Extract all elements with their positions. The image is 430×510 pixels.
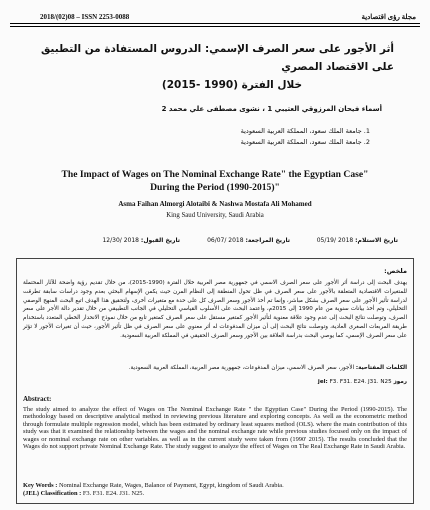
revised-label: تاريخ المراجعة:: [245, 237, 290, 244]
english-jel-value: F3. F31. E24. J31. N25.: [82, 490, 145, 497]
english-title: [10, 168, 420, 194]
journal-name: مجلة رؤى اقتصادية: [361, 13, 416, 21]
header-rule: [10, 23, 420, 24]
english-keywords-value: Nominal Exchange Rate, Wages, Balance of Payment, Egypt, kingdom of Saudi Arabia.: [58, 482, 284, 489]
english-authors: Asma Faihan Almorgi Alotaibi & Nashwa Mostafa Ali Mohamed: [118, 200, 312, 208]
arabic-abstract-text: يهدف البحث إلى دراسة أثر الأجور على سعر الصرف الاسمي في جمهورية مصر العربية خلال الفترة (1990-2015)، من خلال تقديم رؤية واضحة للآثار المحتملة للمتغيرات الاقتصادية المتعلقة بالأجور على سعر الصرف في ظل تحول المنطقة إلى النظام المرن حيث يكمن الإسهام البحثي بعدم وجود دراسات سابقة تطرقت لدراسة تأثير الأجور على سعر الصرف بشكل مباشر، وإنما تم أخذ الأجور وسعر الصرف كل على حدة مع متغيرات أخرى، ولتحقيق هذا الهدف اتبع البحث المنهج الوصفي التحليلي، وتم أخذ بيانات سنوية من عام 1990 إلى 2015م، واعتمد البحث على الأسلوب القياسي التحليلي في الجانب التطبيقي من خلال تقدير دالة الأجر على سعر الصرف، وتوصلت نتائج البحث إلى عدم وجود علاقة معنوية لتأثير الأجور كمتغير مستقل على سعر الصرف كمتغير تابع من خلال نموذج الانحدار الخطي المتعدد باستخدام طريقة المربعات الصغرى العادية، وتوصلت نتائج البحث إلى أن ميزان المدفوعات له أثر معنوي على سعر الصرف في ظل تأثير الأجور، حيث أن تغيرات الأجور لا تؤثر على سعر الصرف الإسمي، كما يوصي البحث بدراسة العلاقة بين الأجور وسعر الصرف الحقيقي في المملكة العربية السعودية.: [23, 280, 408, 339]
running-header: [10, 11, 418, 23]
arabic-keywords: [23, 364, 407, 373]
issn-text: 2018/(02)08 – ISSN 2253-0088: [40, 13, 130, 21]
english-title-line1: The Impact of Wages on The Nominal Exchange Rate" the Egyptian Case": [61, 169, 369, 180]
english-abstract-text: The study aimed to analyze the effect of Wages on The Nominal Exchange Rate " the Egyptian Case" During the Period (1990-2015). The methodology based on descriptive analytical method in reviewing previous literature and exploring concepts. As well as the econometric method through formulate multiple regression model, which has been estimated by ordinary least squares method (OLS). where the main contribution of this study was that it examined the relationship between the wages and the nominal exchange rate while previous studies focused only on the impact of wages or nominal exchange rate on other variables. as well as in the current study were taken from (1990' 2015). The results concluded that the Wages do not support private Nominal Exchange Rate. The study suggest to analyze the effect of Wages on The Real Exchange Rate in Saudi Arabia.: [23, 406, 407, 451]
english-jel-label: (JEL) Classification :: [23, 490, 82, 497]
received-date: [317, 237, 398, 244]
arabic-abstract-label: ملخص:: [384, 267, 407, 275]
revised-value: 2018 /06/07: [207, 237, 244, 244]
english-keywords: [23, 482, 407, 489]
arabic-affiliation-2: 2. جامعة الملك سعود، المملكة العربية السعودية: [240, 138, 370, 146]
accepted-label: تاريخ القبول:: [140, 237, 180, 244]
english-university: King Saud University, Saudi Arabia: [166, 212, 264, 219]
arabic-title-line2: خلال الفترة (1990 -2015): [161, 79, 303, 91]
english-keywords-label: Key Words :: [23, 482, 58, 489]
english-abstract-label: Abstract:: [23, 395, 52, 403]
revised-date: [207, 237, 290, 244]
english-jel: [23, 490, 144, 497]
accepted-date: [102, 237, 180, 244]
received-label: تاريخ الاستلام:: [355, 237, 398, 244]
arabic-jel: [318, 379, 407, 385]
accepted-value: 2018 /12/30: [102, 237, 139, 244]
arabic-affiliation-1: 1. جامعة الملك سعود، المملكة العربية السعودية: [240, 127, 370, 135]
abstract-box: [16, 258, 414, 504]
arabic-authors: أسماء فيحان المرزوقي العتيبي 1 ، نشوى مصطفى علي محمد 2: [161, 105, 382, 113]
arabic-title: [40, 40, 394, 94]
arabic-keywords-label: الكلمات المفتاحية:: [355, 365, 407, 371]
arabic-keywords-value: الأجور، سعر الصرف الاسمي، ميزان المدفوعات، جمهورية مصر العربية، المملكة العربية السعودية.: [128, 365, 355, 371]
arabic-jel-label: رموز jel:: [317, 379, 407, 385]
english-title-line2: During the Period (1990-2015)": [150, 182, 280, 193]
arabic-title-line1: أثر الأجور على سعر الصرف الإسمي: الدروس المستفادة من التطبيق على الاقتصاد المصري: [40, 43, 394, 73]
arabic-jel-value: F3. F31. E24. J31. N25: [329, 379, 392, 385]
received-value: 2018 /05/19: [316, 237, 354, 244]
header-rule-secondary: [10, 26, 420, 27]
article-dates: [100, 237, 398, 247]
